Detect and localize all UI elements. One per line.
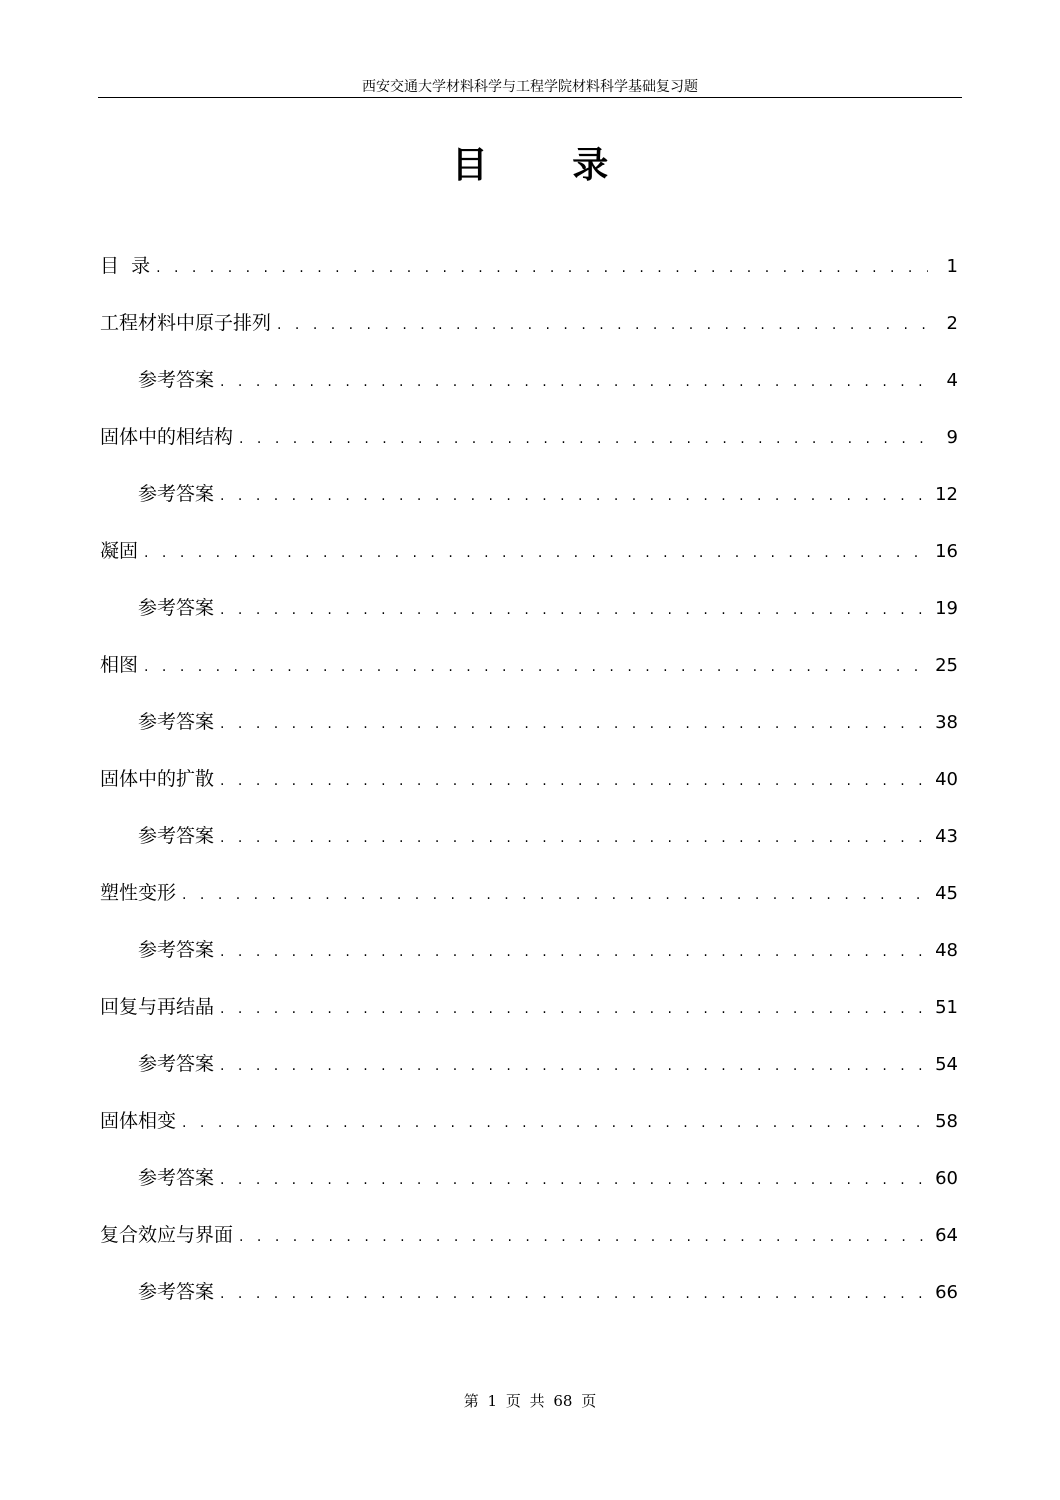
toc-page-number: 48 <box>935 940 958 961</box>
toc-entry-label: 参考答案 <box>138 825 215 847</box>
dot-leader <box>220 364 928 400</box>
dot-leader <box>220 1162 927 1198</box>
page-footer: 第 1 页 共 68 页 <box>463 1392 597 1410</box>
toc-page-number: 66 <box>935 1282 958 1303</box>
toc-page-number: 43 <box>935 826 958 847</box>
toc-page-number: 19 <box>935 598 958 619</box>
toc-entry-label: 参考答案 <box>138 1281 215 1303</box>
dot-leader <box>156 250 928 286</box>
dot-leader <box>277 307 928 343</box>
toc-subentry[interactable] <box>100 818 958 875</box>
dot-leader <box>182 1105 927 1141</box>
dot-leader <box>220 478 927 514</box>
toc-entry[interactable] <box>100 533 958 590</box>
toc-page-number: 1 <box>946 256 958 277</box>
toc-entry-label: 参考答案 <box>138 369 215 391</box>
toc-entry-label: 参考答案 <box>138 1053 215 1075</box>
dot-leader <box>220 1276 927 1312</box>
toc-page-number: 9 <box>946 427 958 448</box>
toc-page-number: 12 <box>935 484 958 505</box>
toc-entry-label: 相图 <box>100 654 139 676</box>
toc-subentry[interactable] <box>100 362 958 419</box>
toc-entry-label: 参考答案 <box>138 597 215 619</box>
dot-leader <box>220 706 927 742</box>
dot-leader <box>220 592 927 628</box>
dot-leader <box>220 991 927 1027</box>
dot-leader <box>239 1219 927 1255</box>
table-of-contents <box>100 248 958 1331</box>
toc-page-number: 16 <box>935 541 958 562</box>
toc-page-number: 40 <box>935 769 958 790</box>
toc-page-number: 4 <box>946 370 958 391</box>
toc-entry-label: 固体中的相结构 <box>100 426 234 448</box>
toc-entry-label: 固体中的扩散 <box>100 768 215 790</box>
toc-page-number: 38 <box>935 712 958 733</box>
toc-entry-label: 参考答案 <box>138 939 215 961</box>
toc-entry-label: 参考答案 <box>138 1167 215 1189</box>
toc-page-number: 25 <box>935 655 958 676</box>
toc-entry-label: 参考答案 <box>138 711 215 733</box>
toc-entry[interactable] <box>100 1103 958 1160</box>
toc-entry-label: 回复与再结晶 <box>100 996 215 1018</box>
toc-page-number: 2 <box>946 313 958 334</box>
toc-page-number: 54 <box>935 1054 958 1075</box>
toc-subentry[interactable] <box>100 590 958 647</box>
toc-entry[interactable] <box>100 875 958 932</box>
toc-subentry[interactable] <box>100 1274 958 1331</box>
toc-subentry[interactable] <box>100 704 958 761</box>
header-rule <box>98 97 962 98</box>
toc-subentry[interactable] <box>100 1046 958 1103</box>
toc-entry-label: 工程材料中原子排列 <box>100 312 272 334</box>
toc-page-number: 64 <box>935 1225 958 1246</box>
toc-entry[interactable] <box>100 647 958 704</box>
dot-leader <box>239 421 928 457</box>
dot-leader <box>220 934 927 970</box>
toc-entry-label: 复合效应与界面 <box>100 1224 234 1246</box>
page-title: 目 录 <box>451 145 645 186</box>
running-header: 西安交通大学材料科学与工程学院材料科学基础复习题 <box>362 79 698 95</box>
toc-subentry[interactable] <box>100 1160 958 1217</box>
toc-entry[interactable] <box>100 1217 958 1274</box>
dot-leader <box>144 649 927 685</box>
dot-leader <box>144 535 927 571</box>
toc-page-number: 51 <box>935 997 958 1018</box>
dot-leader <box>220 1048 927 1084</box>
toc-entry[interactable] <box>100 305 958 362</box>
toc-entry-label: 塑性变形 <box>100 882 177 904</box>
toc-entry-label: 目 录 <box>100 255 151 277</box>
toc-entry[interactable] <box>100 419 958 476</box>
toc-subentry[interactable] <box>100 476 958 533</box>
toc-entry[interactable] <box>100 248 958 305</box>
toc-entry-label: 凝固 <box>100 540 139 562</box>
toc-entry[interactable] <box>100 761 958 818</box>
dot-leader <box>220 820 927 856</box>
toc-entry-label: 参考答案 <box>138 483 215 505</box>
toc-page-number: 58 <box>935 1111 958 1132</box>
toc-entry-label: 固体相变 <box>100 1110 177 1132</box>
toc-page-number: 45 <box>935 883 958 904</box>
toc-subentry[interactable] <box>100 932 958 989</box>
toc-entry[interactable] <box>100 989 958 1046</box>
dot-leader <box>182 877 927 913</box>
toc-page-number: 60 <box>935 1168 958 1189</box>
dot-leader <box>220 763 927 799</box>
